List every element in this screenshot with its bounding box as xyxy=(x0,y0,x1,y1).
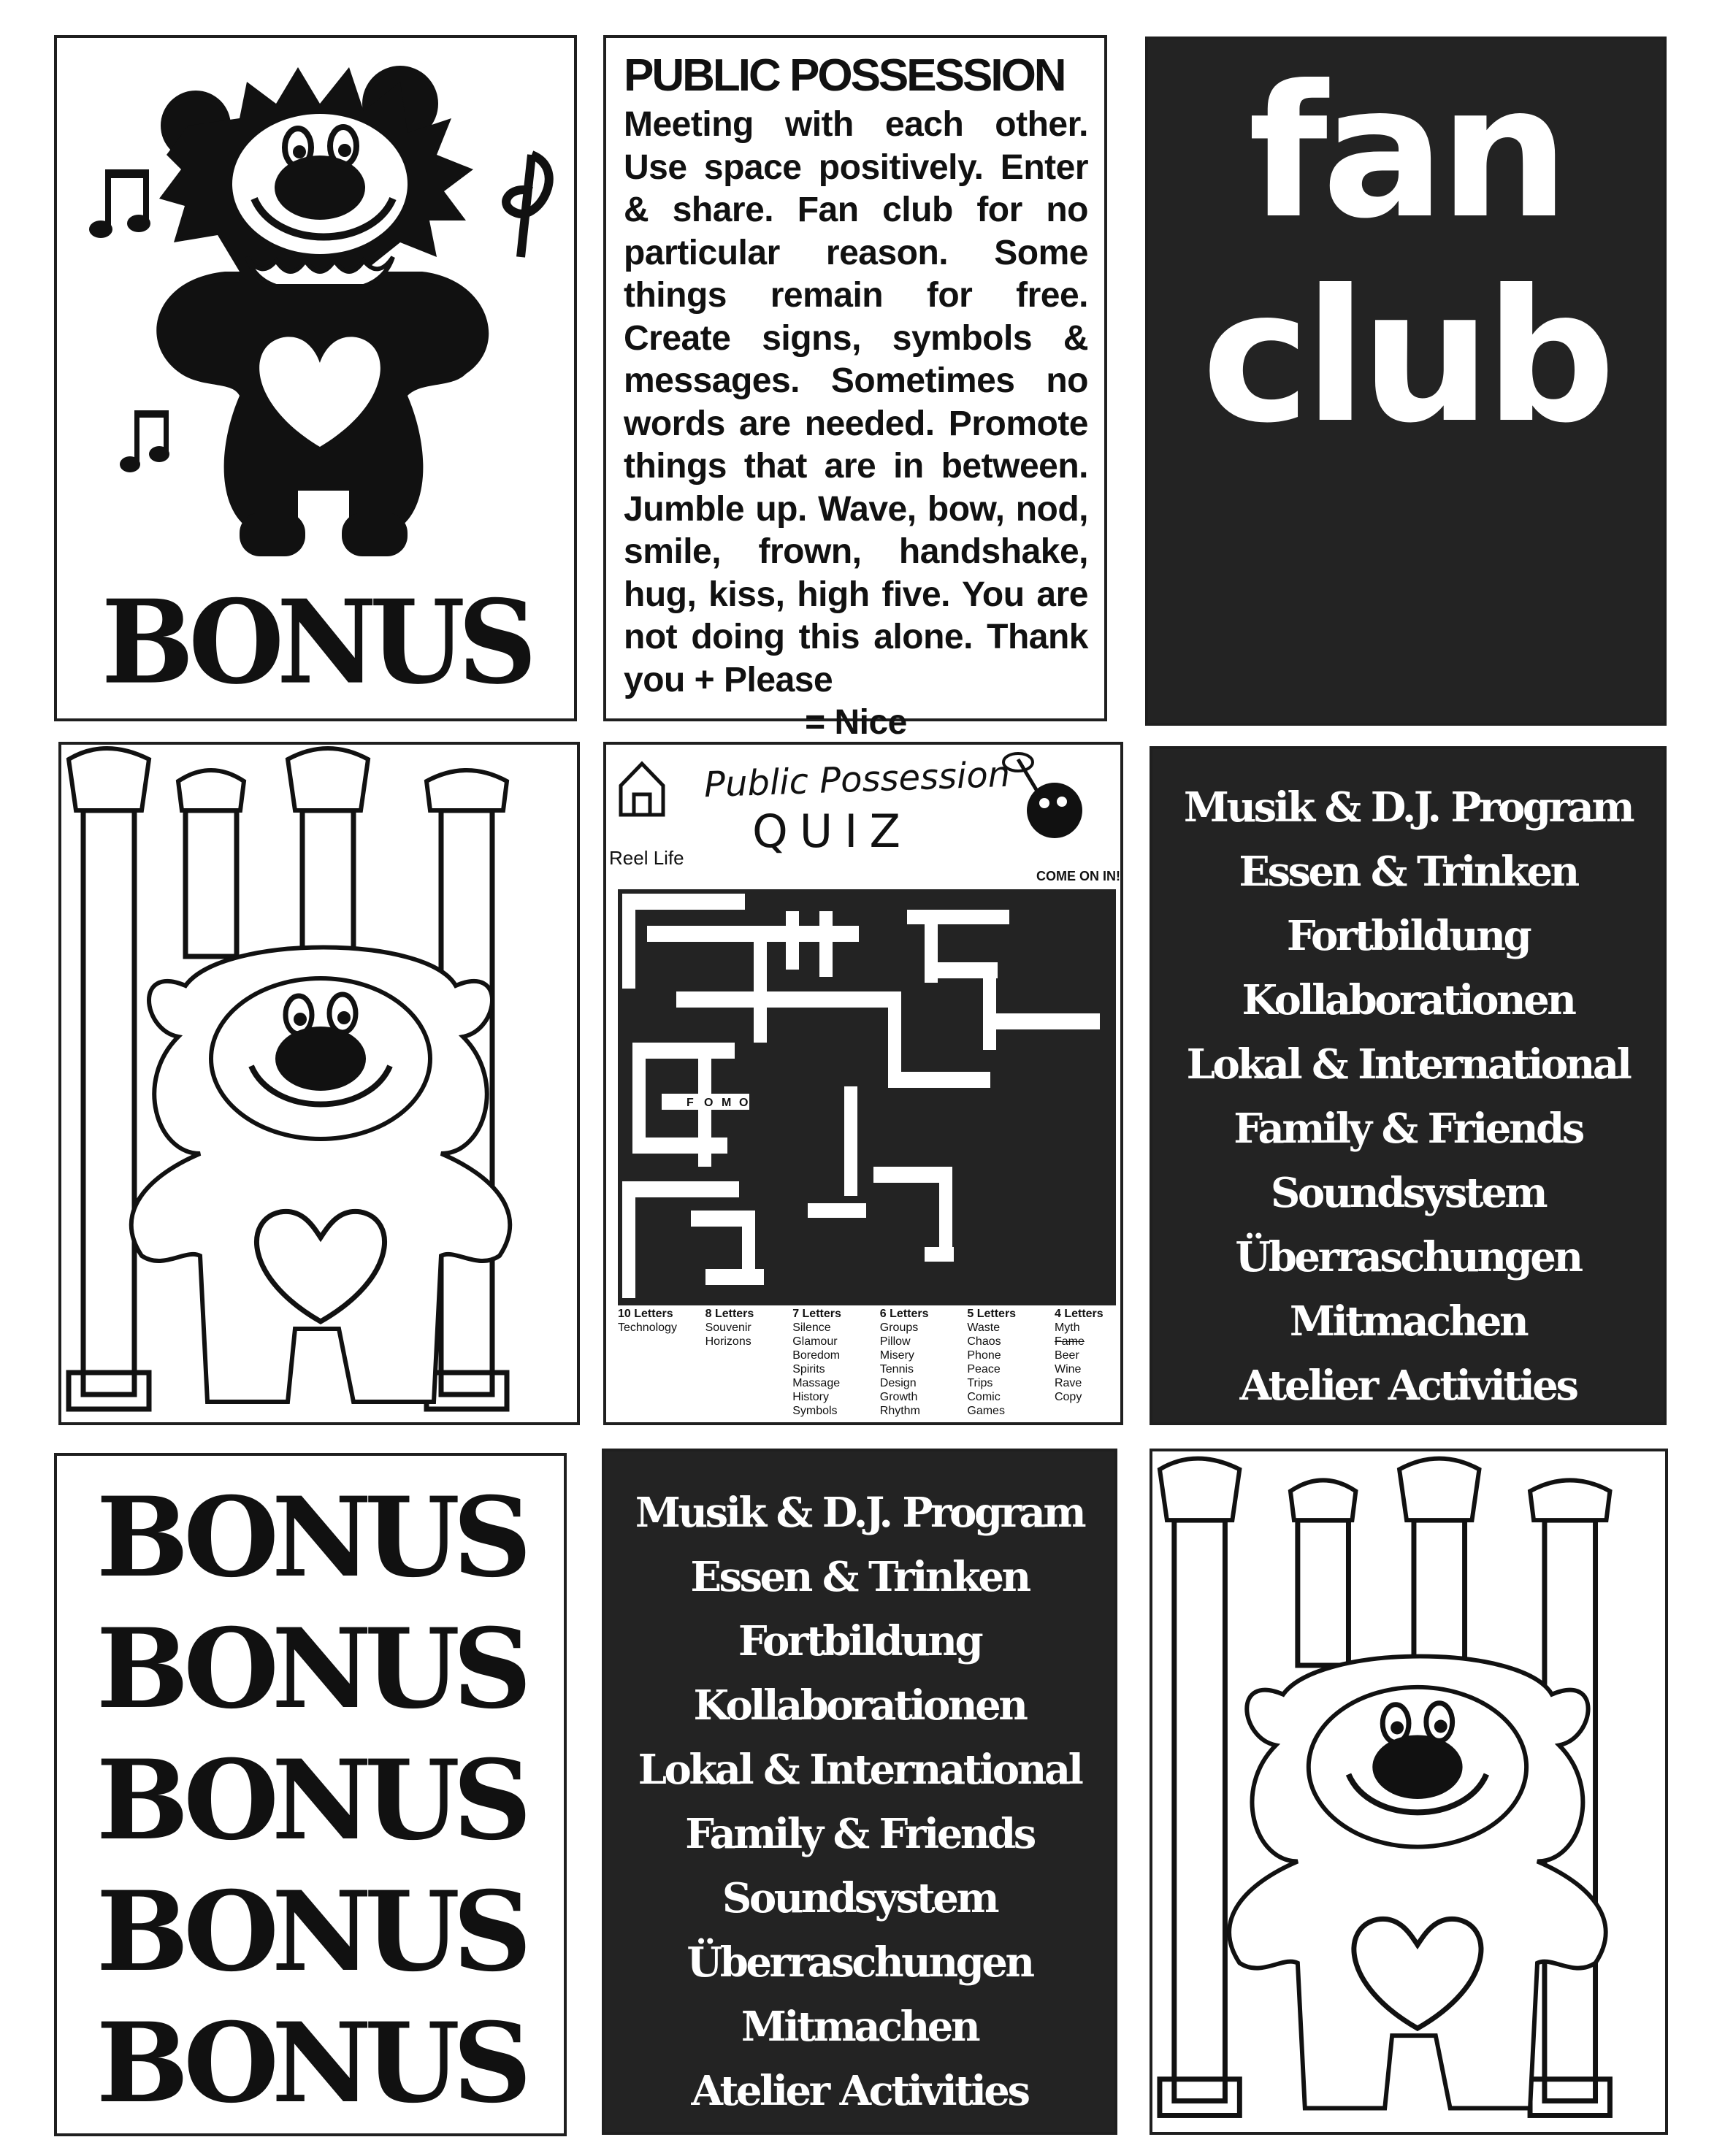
word: Tennis xyxy=(879,1363,914,1376)
bonus-bear-panel xyxy=(54,35,577,721)
grid-letter: F xyxy=(686,1097,694,1109)
word: Rave xyxy=(1054,1377,1082,1389)
column-header: 5 Letters xyxy=(967,1308,1017,1320)
program-item: Essen & Trinken xyxy=(1239,848,1577,896)
column xyxy=(302,810,353,956)
bonus-word: BONUS xyxy=(96,1868,525,1996)
word-list-columns xyxy=(618,1307,1113,1418)
word: Groups xyxy=(879,1321,919,1334)
program-item: Kollaborationen xyxy=(1242,976,1575,1024)
grid-letter: O xyxy=(704,1097,714,1109)
program-item: Fortbildung xyxy=(738,1617,982,1665)
word: Games xyxy=(967,1405,1005,1417)
crossword-grid xyxy=(618,889,1116,1305)
grid-letter: O xyxy=(739,1097,749,1109)
word-column xyxy=(792,1307,873,1418)
column-header: 4 Letters xyxy=(1054,1308,1104,1320)
club-word: club xyxy=(1201,250,1610,463)
word-column xyxy=(1055,1307,1113,1418)
bear-columns-illustration xyxy=(1152,1451,1665,2132)
word: Glamour xyxy=(792,1335,838,1348)
bear-columns-panel-2 xyxy=(1150,1449,1668,2135)
manifesto-ending: = Nice xyxy=(805,703,907,742)
program-item: Soundsystem xyxy=(1270,1169,1546,1217)
net-creature-icon xyxy=(1003,752,1106,847)
grid-letter: M xyxy=(722,1097,732,1109)
program-item: Musik & D.J. Program xyxy=(1183,783,1633,832)
word: Horizons xyxy=(705,1335,751,1348)
program-item: Soundsystem xyxy=(722,1874,998,1922)
program-item: Lokal & International xyxy=(638,1746,1082,1794)
public-possession-panel xyxy=(603,35,1107,742)
program-item: Atelier Activities xyxy=(1239,1362,1577,1410)
column-header: 10 Letters xyxy=(618,1308,673,1320)
word: Boredom xyxy=(792,1349,841,1362)
program-list xyxy=(1152,775,1664,1418)
word: Growth xyxy=(879,1391,918,1403)
music-note-icon xyxy=(89,169,150,238)
column-header: 7 Letters xyxy=(792,1308,841,1320)
bear-columns-illustration xyxy=(61,745,577,1422)
word: Rhythm xyxy=(879,1405,920,1417)
word: Chaos xyxy=(967,1335,1001,1348)
program-panel-2 xyxy=(602,1449,1117,2135)
word: Trips xyxy=(967,1377,993,1389)
fan-word: fan xyxy=(1248,46,1564,258)
column-header: 8 Letters xyxy=(705,1308,754,1320)
public-possession-title: PUBLIC POSSESSION xyxy=(624,50,1065,101)
word-column xyxy=(967,1307,1047,1418)
word-column xyxy=(880,1307,960,1418)
quiz-subtitle: QUIZ xyxy=(752,805,912,858)
program-list xyxy=(605,1481,1114,2123)
word: History xyxy=(792,1391,829,1403)
fan-club-panel xyxy=(1145,37,1667,726)
program-item: Family & Friends xyxy=(685,1810,1034,1858)
word: Phone xyxy=(967,1349,1001,1362)
quiz-panel xyxy=(603,742,1123,1425)
word: Misery xyxy=(879,1349,914,1362)
word: Wine xyxy=(1054,1363,1082,1376)
column xyxy=(83,810,134,1395)
word: Massage xyxy=(792,1377,841,1389)
program-panel xyxy=(1150,746,1667,1425)
treble-clef-icon xyxy=(506,155,549,257)
bonus-stack xyxy=(57,1472,564,2129)
program-item: Fortbildung xyxy=(1286,912,1530,960)
word: Spirits xyxy=(792,1363,825,1376)
column-header: 6 Letters xyxy=(879,1308,929,1320)
column xyxy=(185,810,237,956)
bonus-word: BONUS xyxy=(96,1605,525,1733)
column xyxy=(1174,1520,1225,2101)
program-item: Kollaborationen xyxy=(693,1681,1026,1730)
program-item: Musik & D.J. Program xyxy=(635,1489,1085,1537)
word: Symbols xyxy=(792,1405,838,1417)
program-item: Family & Friends xyxy=(1233,1105,1583,1153)
bonus-word: BONUS xyxy=(96,1473,525,1602)
word: Pillow xyxy=(879,1335,911,1348)
word: Copy xyxy=(1054,1391,1082,1403)
word: Design xyxy=(879,1377,917,1389)
bonus-word: BONUS xyxy=(96,1736,525,1865)
word: Waste xyxy=(967,1321,1001,1334)
program-item: Lokal & International xyxy=(1186,1040,1630,1089)
word-column xyxy=(705,1307,786,1418)
program-item: Mitmachen xyxy=(1289,1297,1527,1346)
word: Myth xyxy=(1054,1321,1080,1334)
program-item: Atelier Activities xyxy=(691,2067,1028,2115)
come-on-in-text: COME ON IN! xyxy=(1036,869,1120,883)
word: Beer xyxy=(1054,1349,1079,1362)
word: Silence xyxy=(792,1321,831,1334)
word: Peace xyxy=(967,1363,1001,1376)
bonus-heading: BONUS xyxy=(101,575,530,710)
quiz-title: Public Possession xyxy=(703,753,1011,806)
word: Souvenir xyxy=(705,1321,751,1334)
column xyxy=(1298,1520,1349,1665)
column xyxy=(1414,1520,1465,1665)
manifesto-text: Meeting with each other. Use space positively. Enter & share. Fan club for no particular reason. Some things remain for free. Create signs, symbols & messages. Sometimes no words are needed. Promote things that are in between. Jumble up. Wave, bow, nod, smile, frown, handshake, hug, kiss, high five. You are not doing this alone. Thank you + Please xyxy=(624,105,1088,699)
program-item: Überraschungen xyxy=(686,1938,1033,1987)
dancing-bear-illustration xyxy=(57,38,574,571)
public-possession-body xyxy=(624,104,1088,745)
bonus-word: BONUS xyxy=(96,1999,525,2128)
reel-life-logo: Reel Life xyxy=(609,847,684,869)
program-item: Essen & Trinken xyxy=(690,1553,1029,1601)
house-icon xyxy=(616,759,668,818)
bonus-stack-panel xyxy=(54,1453,567,2136)
bear-columns-panel xyxy=(58,742,580,1425)
program-item: Überraschungen xyxy=(1235,1233,1581,1281)
music-note-icon xyxy=(120,410,169,472)
word-crossed-out: Fame xyxy=(1054,1335,1085,1348)
word: Technology xyxy=(618,1321,677,1334)
program-item: Mitmachen xyxy=(741,2003,979,2051)
word: Comic xyxy=(967,1391,1001,1403)
word-column xyxy=(618,1307,698,1418)
